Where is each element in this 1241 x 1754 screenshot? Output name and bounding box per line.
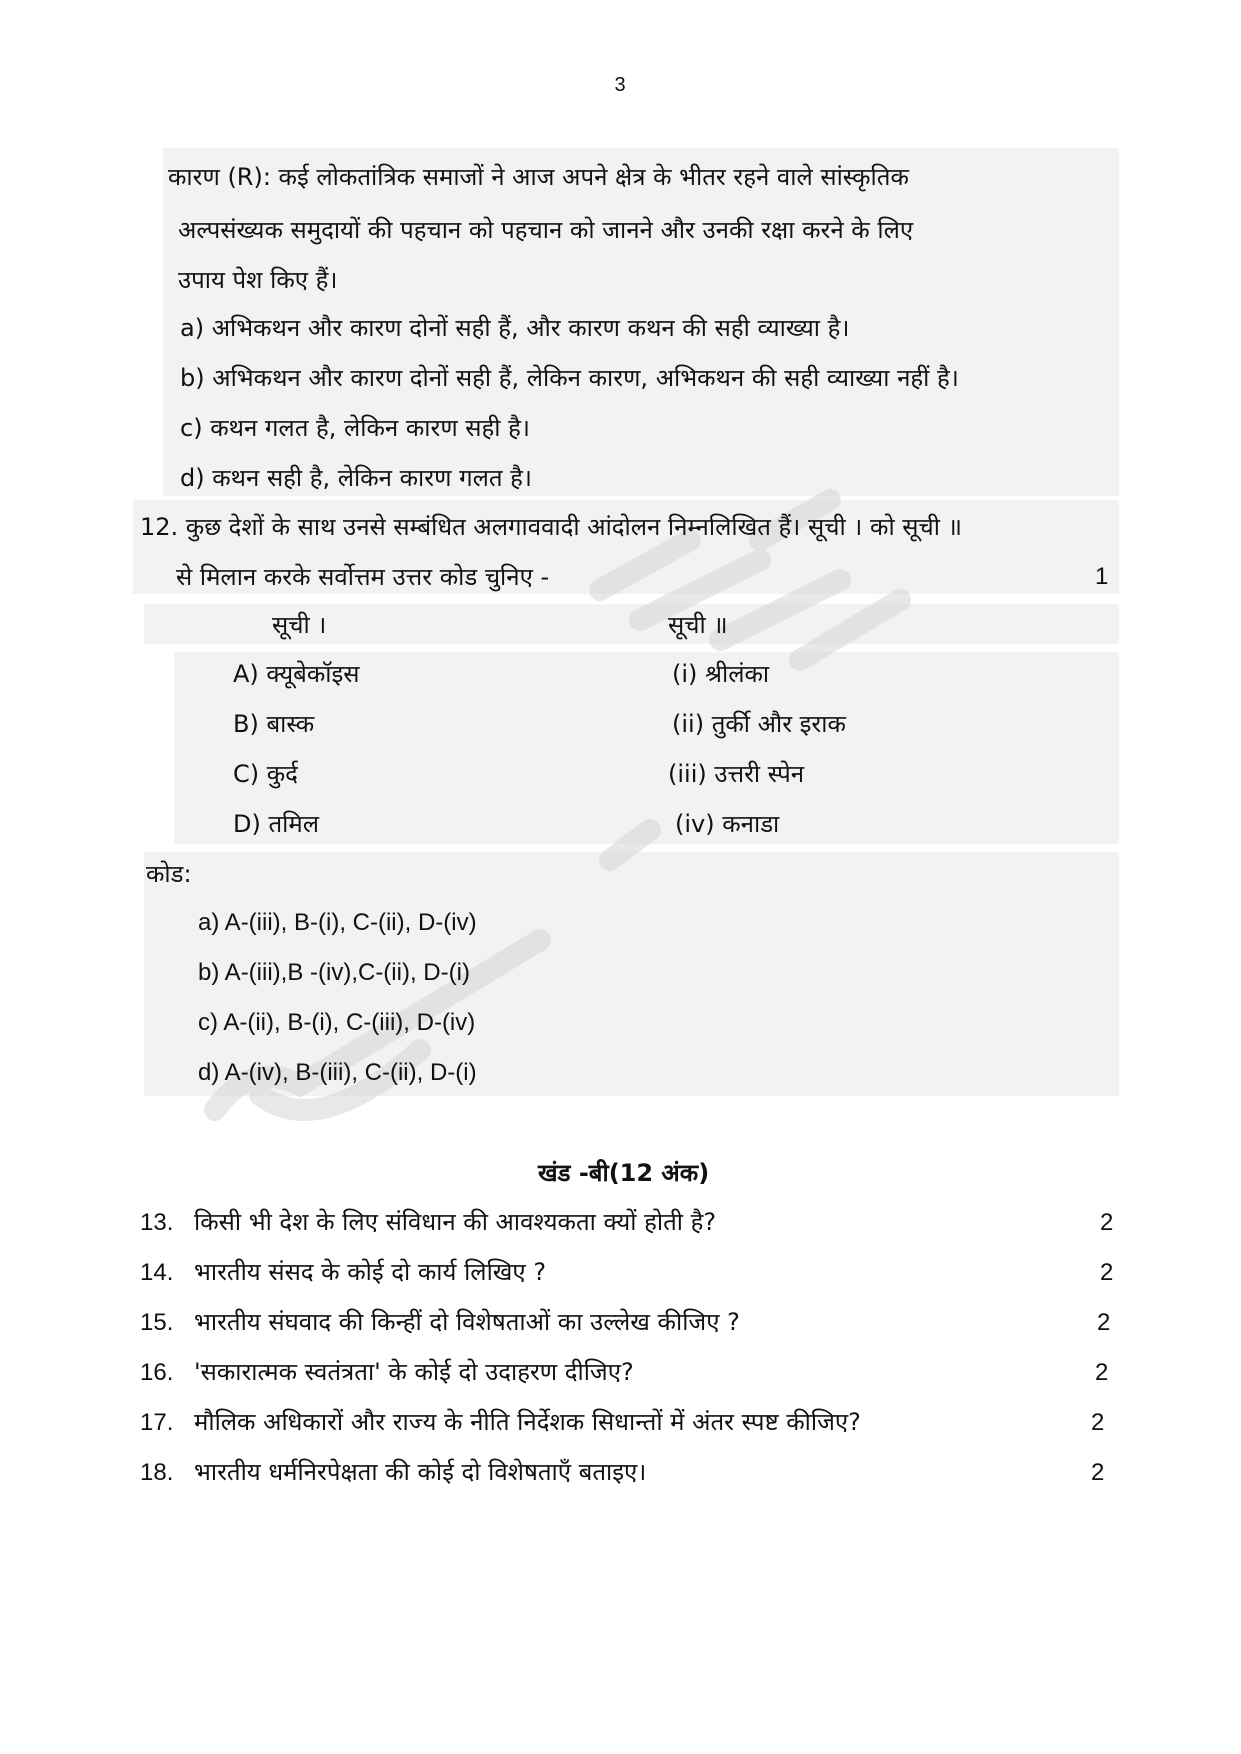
q11-option-d: d) कथन सही है, लेकिन कारण गलत है। [180,464,533,492]
question-number: 17. [140,1409,174,1436]
list1-item: C) कुर्द [233,760,298,788]
q12-line2: से मिलान करके सर्वोत्तम उत्तर कोड चुनिए - [176,563,550,591]
question-text: मौलिक अधिकारों और राज्य के नीति निर्देशक सिधान्तों में अंतर स्पष्ट कीजिए? [194,1408,861,1436]
question-number: 16. [140,1359,174,1386]
question-marks: 2 [1091,1459,1105,1486]
list1-item: A) क्यूबेकॉइस [233,660,360,688]
code-option: b) A-(iii),B -(iv),C-(ii), D-(i) [198,959,470,986]
page-number: 3 [614,74,626,96]
question-number: 15. [140,1309,174,1336]
section-b-heading: खंड -बी(12 अंक) [538,1159,710,1187]
q11-option-c: c) कथन गलत है, लेकिन कारण सही है। [180,414,530,442]
question-marks: 2 [1097,1309,1111,1336]
question-marks: 2 [1100,1259,1114,1286]
question-text: भारतीय संसद के कोई दो कार्य लिखिए ? [194,1258,547,1286]
list1-item: B) बास्क [233,710,315,738]
question-marks: 2 [1100,1209,1114,1236]
q12-marks: 1 [1095,563,1109,590]
list2-header: सूची ॥ [668,611,728,639]
list2-item: (iii) उत्तरी स्पेन [668,760,805,788]
q12-line1: 12. कुछ देशों के साथ उनसे सम्बंधित अलगाववादी आंदोलन निम्नलिखित हैं। सूची । को सूची ॥ [140,513,962,541]
question-number: 14. [140,1259,174,1286]
question-marks: 2 [1095,1359,1109,1386]
list1-item: D) तमिल [233,810,319,838]
q11-option-b: b) अभिकथन और कारण दोनों सही हैं, लेकिन कारण, अभिकथन की सही व्याख्या नहीं है। [180,364,959,392]
code-option: d) A-(iv), B-(iii), C-(ii), D-(i) [198,1059,477,1086]
code-option: a) A-(iii), B-(i), C-(ii), D-(iv) [198,909,477,936]
question-text: भारतीय संघवाद की किन्हीं दो विशेषताओं का उल्लेख कीजिए ? [194,1308,740,1336]
list2-item: (i) श्रीलंका [672,660,770,688]
question-text: 'सकारात्मक स्वतंत्रता' के कोई दो उदाहरण दीजिए? [194,1358,634,1386]
list1-header: सूची । [272,611,327,639]
question-number: 18. [140,1459,174,1486]
q11-option-a: a) अभिकथन और कारण दोनों सही हैं, और कारण कथन की सही व्याख्या है। [180,314,850,342]
q11-reason-line3: उपाय पेश किए हैं। [178,266,338,294]
question-text: किसी भी देश के लिए संविधान की आवश्यकता क्यों होती है? [194,1208,717,1236]
question-number: 13. [140,1209,174,1236]
code-option: c) A-(ii), B-(i), C-(iii), D-(iv) [198,1009,476,1036]
question-marks: 2 [1091,1409,1105,1436]
q11-reason-line2: अल्पसंख्यक समुदायों की पहचान को पहचान को जानने और उनकी रक्षा करने के लिए [178,216,914,244]
list2-item: (ii) तुर्की और इराक [672,710,846,738]
list2-item: (iv) कनाडा [675,810,780,838]
code-label: कोड: [146,860,192,888]
question-text: भारतीय धर्मनिरपेक्षता की कोई दो विशेषताएँ बताइए। [194,1458,647,1486]
q11-reason: कारण (R): कई लोकतांत्रिक समाजों ने आज अपने क्षेत्र के भीतर रहने वाले सांस्कृतिक [168,163,909,191]
